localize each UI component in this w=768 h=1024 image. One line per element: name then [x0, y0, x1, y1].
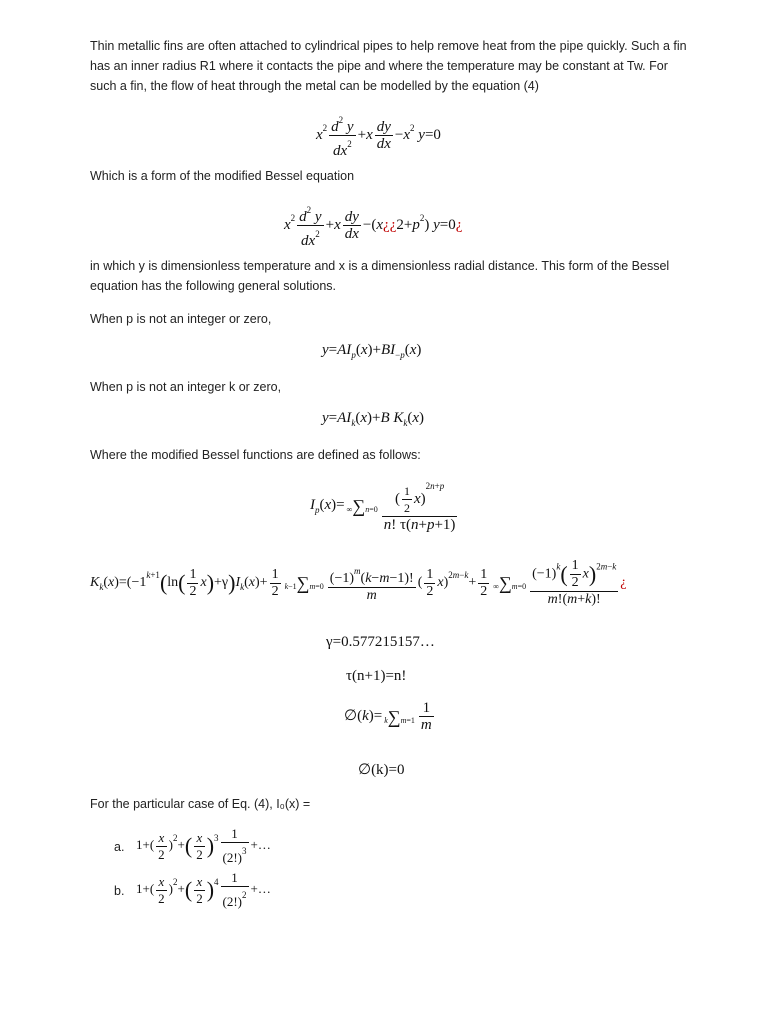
gamma-function-identity: τ(n+1)=n! — [346, 668, 407, 684]
bessel-form-text: Which is a form of the modified Bessel equation — [90, 169, 355, 183]
option-b-expression[interactable]: 1+( $\frac{x}{2}$ )$^2$+( $\frac{x}{2}$ )$^4$ $\frac{1}{(2!)^2}$ +… — [136, 870, 271, 909]
solution-1-equation: $y=AI_p(x)+BI_{-p}(x)$ — [322, 342, 422, 360]
phi-zero: ∅(k)=0 — [358, 762, 405, 778]
p-not-integer-k-text: When p is not an integer k or zero, — [90, 380, 282, 394]
option-a-label: a. — [114, 840, 125, 854]
solution-2-equation: $y=AI_k(x)+B$ $K_k(x)$ — [322, 410, 425, 428]
p-not-integer-text: When p is not an integer or zero, — [90, 312, 272, 326]
intro-paragraph: Thin metallic fins are often attached to cylindrical pipes to help remove heat from the pipe quickly. Such a fin has an inner radius R1 where it contacts the pipe and where the temperature may be constant at Tw. For such a fin, the flow of heat through the metal can be modelled by the equation (4) — [90, 39, 687, 93]
kk-definition: $K_k(x)=(-1^{k+1}(\ln$( $\frac{1}{2}$ $x)+\gamma)I_k(x)+$ $\frac{1}{2}$ k−1∑m=0 $\frac{(-1)^m(k-m-1)!}{m}$ ( $\frac{1}{2}$ x)$^{2m-k}$+ $\frac{1}{2}$ ∞∑m=0 $(-1)^k$( $\frac{1}{2}$ x)$^{2m-k}$ m!(m+k)! ¿ — [90, 558, 627, 607]
ip-definition: $I_p(x)= \infty\sum n=0$ ( $\frac{1}{2}$ x)$^{2n+p}$ n! τ(n+p+1) — [310, 478, 459, 533]
phi-definition: ∅(k)= k∑m=1 $\frac{1}{m}$ — [344, 700, 432, 733]
option-b-label: b. — [114, 884, 125, 898]
gamma-constant: γ=0.577215157… — [326, 634, 435, 650]
option-a-expression[interactable]: 1+( $\frac{x}{2}$ )$^2$+( $\frac{x}{2}$ )$^3$ $\frac{1}{(2!)^3}$ +… — [136, 826, 271, 865]
particular-case-text: For the particular case of Eq. (4), I₀(x) = — [90, 797, 311, 811]
definitions-text: Where the modified Bessel functions are defined as follows: — [90, 448, 421, 462]
modified-bessel-equation: $x^2$ $\frac{d^2 y}{dx^2}$ +x $\frac{dy}{dx}$ $-(x¿¿2+p^2)$ y=0¿ — [284, 202, 462, 249]
solutions-paragraph: in which y is dimensionless temperature and x is a dimensionless radial distance. This form of the Bessel equation has the following general solutions. — [90, 259, 670, 293]
fin-equation: $x^2$ $\frac{d^2 y}{dx^2}$ +x $\frac{dy}{dx}$ $-x^2$ y=0 — [316, 112, 441, 159]
